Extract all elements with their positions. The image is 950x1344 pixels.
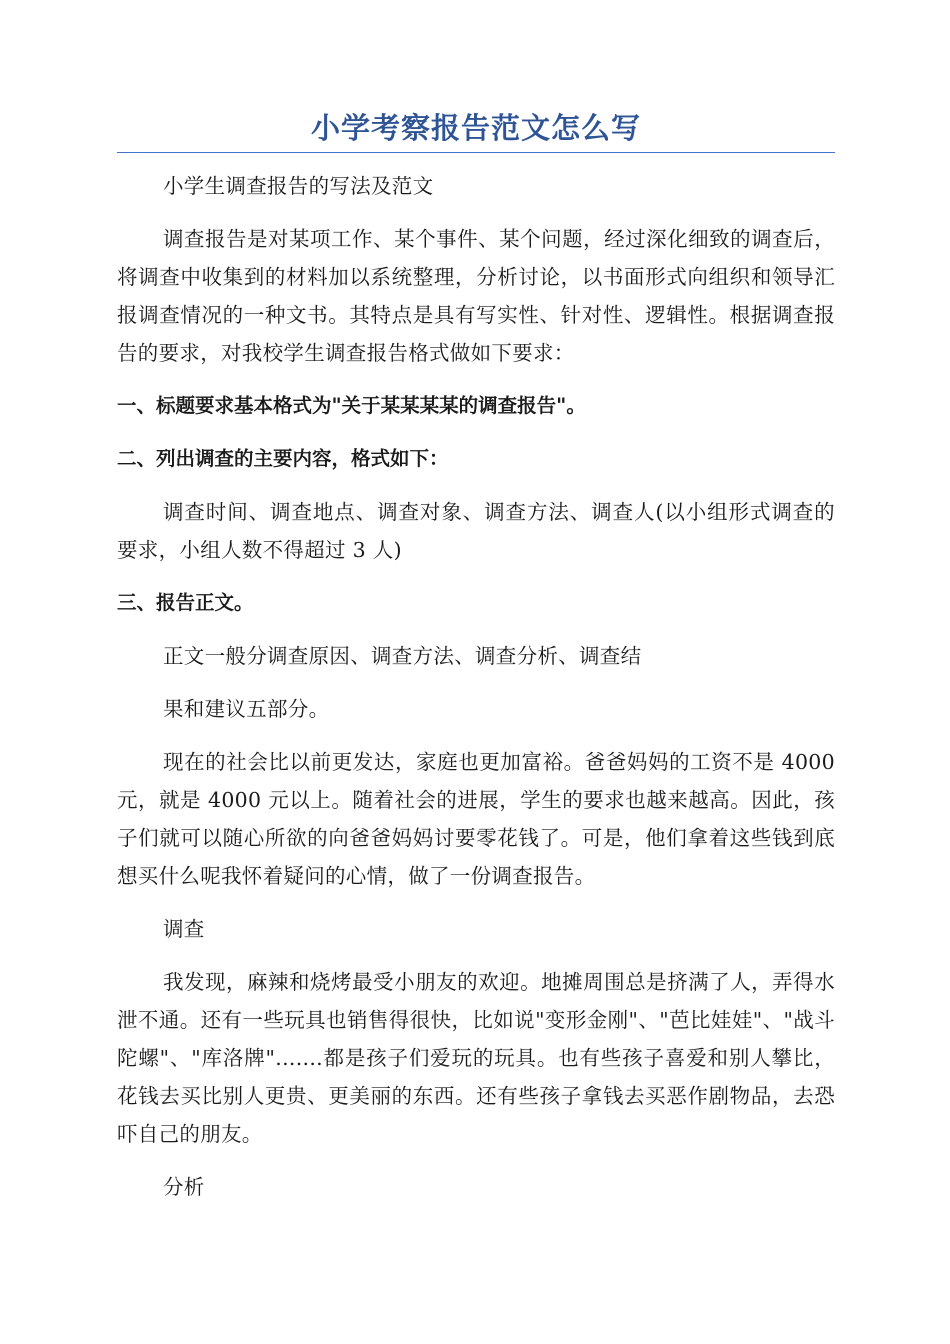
heading-1: 一、标题要求基本格式为"关于某某某某的调查报告"。 xyxy=(117,394,586,417)
heading-3: 三、报告正文。 xyxy=(117,591,254,614)
title-underline xyxy=(117,152,835,153)
document-title: 小学考察报告范文怎么写 xyxy=(310,111,641,145)
example-paragraph-1: 现在的社会比以前更发达，家庭也更加富裕。爸爸妈妈的工资不是 4000 元，就是 4000 元以上。随着社会的进展，学生的要求也越来越高。因此，孩子们就可以随心所欲的向爸爸妈妈讨要零花钱了。可是，他们拿着这些钱到底想买什么呢我怀着疑问的心情，做了一份调查报告。 xyxy=(117,750,835,888)
heading-2: 二、列出调查的主要内容，格式如下： xyxy=(117,447,449,470)
content-list-paragraph: 调查时间、调查地点、调查对象、调查方法、调查人(以小组形式调查的要求，小组人数不得超过 3 人) xyxy=(117,500,835,562)
example-paragraph-2: 我发现，麻辣和烧烤最受小朋友的欢迎。地摊周围总是挤满了人，弄得水泄不通。还有一些玩具也销售得很快，比如说"变形金刚"、"芭比娃娃"、"战斗陀螺"、"库洛牌".......都是孩子们爱玩的玩具。也有些孩子喜爱和别人攀比，花钱去买比别人更贵、更美丽的东西。还有些孩子拿钱去买恶作剧物品，去恐吓自己的朋友。 xyxy=(117,970,835,1146)
body-line-1: 正文一般分调查原因、调查方法、调查分析、调查结 xyxy=(163,644,642,668)
section-analysis: 分析 xyxy=(163,1175,205,1199)
subtitle: 小学生调查报告的写法及范文 xyxy=(163,174,434,198)
section-survey: 调查 xyxy=(163,917,205,941)
document-page xyxy=(117,108,835,1221)
body-line-2: 果和建议五部分。 xyxy=(163,697,330,721)
intro-paragraph: 调查报告是对某项工作、某个事件、某个问题，经过深化细致的调查后，将调查中收集到的材料加以系统整理，分析讨论，以书面形式向组织和领导汇报调查情况的一种文书。其特点是具有写实性、针对性、逻辑性。根据调查报告的要求，对我校学生调查报告格式做如下要求： xyxy=(117,227,835,365)
